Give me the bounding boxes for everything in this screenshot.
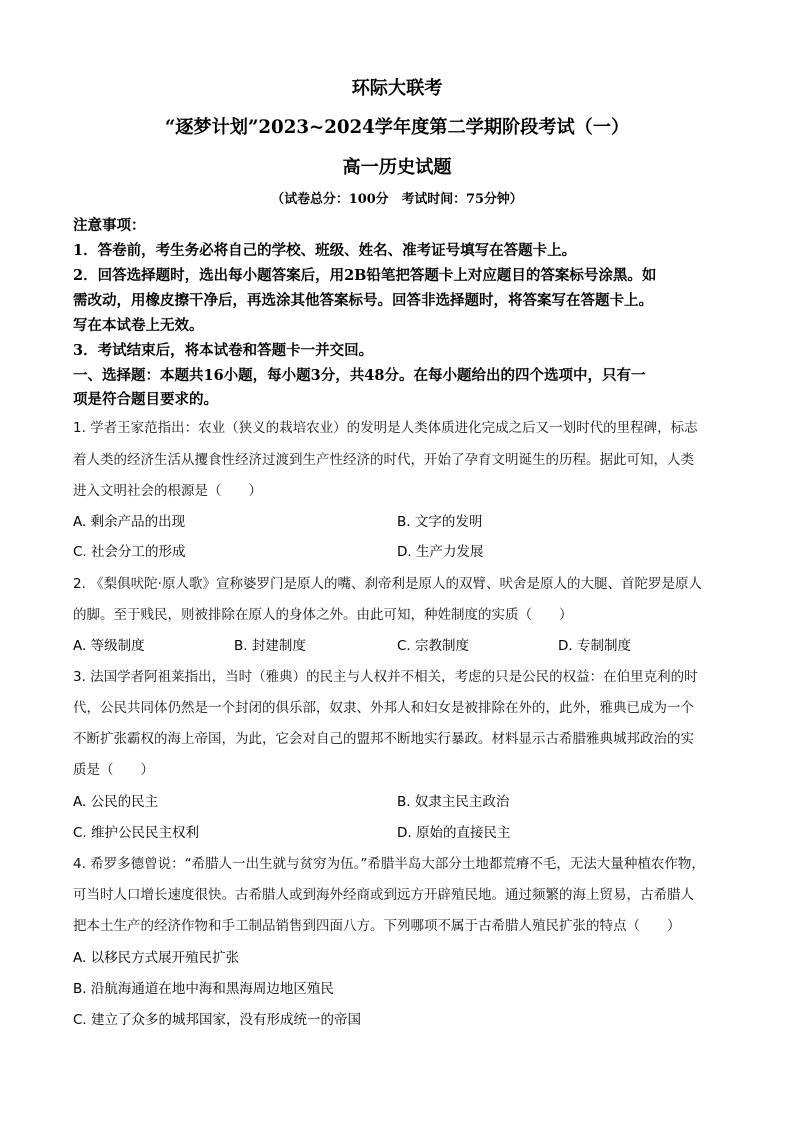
q1-option-c: C. 社会分工的形成 xyxy=(73,544,186,560)
q4-option-a: A. 以移民方式展开殖民扩张 xyxy=(73,950,240,966)
q1-option-a: A. 剩余产品的出现 xyxy=(73,514,186,530)
subject-title: 高一历史试题 xyxy=(342,157,452,178)
q1-option-d: D. 生产力发展 xyxy=(397,544,484,560)
note-3: 3．考试结束后，将本试卷和答题卡一并交回。 xyxy=(73,342,374,359)
q1-line-1: 1. 学者王家范指出：农业（狭义的栽培农业）的发明是人类体质进化完成之后又一划时代的里程碑，标志 xyxy=(73,420,698,436)
q4-option-c: C. 建立了众多的城邦国家，没有形成统一的帝国 xyxy=(73,1012,362,1028)
q3-line-4: 质是（ ） xyxy=(73,762,154,778)
q4-line-1: 4. 希罗多德曾说：“希腊人一出生就与贫穷为伍。”希腊半岛大部分土地都荒瘠不毛，无法大量种植农作物， xyxy=(73,856,705,872)
q4-line-3: 把本土生产的经济作物和手工制品销售到四面八方。下列哪项不属于古希腊人殖民扩张的特点（ ） xyxy=(73,918,681,934)
section-1-line-1: 一、选择题：本题共16小题，每小题3分，共48分。在每小题给出的四个选项中，只有一 xyxy=(73,367,646,384)
exam-title: “逐梦计划”2023~2024学年度第二学期阶段考试（一） xyxy=(164,117,630,138)
q4-option-b: B. 沿航海通道在地中海和黑海周边地区殖民 xyxy=(73,981,334,997)
q1-option-b: B. 文字的发明 xyxy=(397,514,483,530)
note-2-line-2: 需改动，用橡皮擦干净后，再选涂其他答案标号。回答非选择题时，将答案写在答题卡上。 xyxy=(73,292,653,309)
q3-line-2: 代，公民共同体仍然是一个封闭的俱乐部，奴隶、外邦人和妇女是被排除在外的，此外，雅典已成为一个 xyxy=(73,700,694,716)
q3-option-c: C. 维护公民民主权利 xyxy=(73,825,200,841)
q2-option-d: D. 专制制度 xyxy=(558,638,631,654)
q2-option-a: A. 等级制度 xyxy=(73,638,145,654)
section-1-line-2: 项是符合题目要求的。 xyxy=(73,391,218,408)
q4-line-2: 可当时人口增长速度很快。古希腊人或到海外经商或到远方开辟殖民地。通过频繁的海上贸易，古希腊人 xyxy=(73,887,694,903)
note-1: 1．答卷前，考生务必将自己的学校、班级、姓名、准考证号填写在答题卡上。 xyxy=(73,242,577,259)
q1-line-2: 着人类的经济生活从攫食性经济过渡到生产性经济的时代，开始了孕育文明诞生的历程。据此可知，人类 xyxy=(73,452,694,468)
q3-line-1: 3. 法国学者阿祖莱指出，当时（雅典）的民主与人权并不相关，考虑的只是公民的权益：在伯里克利的时 xyxy=(73,669,698,685)
q2-option-b: B. 封建制度 xyxy=(234,638,306,654)
q2-line-1: 2. 《梨俱吠陀·原人歌》宣称婆罗门是原人的嘴、刹帝利是原人的双臂、吠舍是原人的大腿、首陀罗是原人 xyxy=(73,576,702,592)
exam-info: （试卷总分：100分 考试时间：75分钟） xyxy=(271,192,523,207)
exam-series-title: 环际大联考 xyxy=(351,78,443,99)
q2-line-2: 的脚。至于贱民，则被排除在原人的身体之外。由此可知，种姓制度的实质（ ） xyxy=(73,607,573,623)
note-2-line-3: 写在本试卷上无效。 xyxy=(73,317,204,334)
q2-option-c: C. 宗教制度 xyxy=(397,638,470,654)
q3-option-d: D. 原始的直接民主 xyxy=(397,825,511,841)
q1-line-3: 进入文明社会的根源是（ ） xyxy=(73,483,262,499)
notes-heading: 注意事项： xyxy=(73,217,146,234)
q3-line-3: 不断扩张霸权的海上帝国，为此，它会对自己的盟邦不断地实行暴政。材料显示古希腊雅典城邦政治的实 xyxy=(73,731,694,747)
q3-option-a: A. 公民的民主 xyxy=(73,794,159,810)
q3-option-b: B. 奴隶主民主政治 xyxy=(397,794,510,810)
note-2-line-1: 2．回答选择题时，选出每小题答案后，用2B铅笔把答题卡上对应题目的答案标号涂黑。如 xyxy=(73,267,657,284)
